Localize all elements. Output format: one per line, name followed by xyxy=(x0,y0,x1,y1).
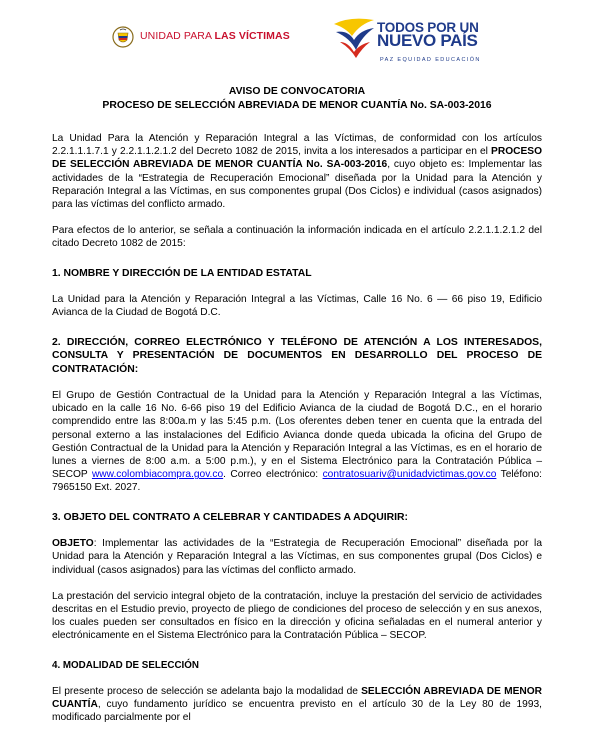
secop-website-link[interactable]: www.colombiacompra.gov.co xyxy=(91,469,224,481)
flag-swoosh-icon xyxy=(330,14,378,60)
unidad-victimas-wordmark xyxy=(140,30,290,43)
objeto-label: OBJETO xyxy=(52,538,94,550)
letterhead xyxy=(52,0,542,75)
section-3-objeto xyxy=(52,537,542,577)
intro-text-a: La Unidad Para la Atención y Reparación Integral a las Víctimas, de conformidad con los artículos 2.2.1.1.1.7.1 y 2.2.1.1.2.1.2 del Decreto 1082 de 2015, invita a los interesados a participar en el xyxy=(52,133,542,158)
objeto-text: : Implementar las actividades de la “Estrategia de Recuperación Emocional” diseñada por la Unidad para la Atención y Reparación Integral a las Víctimas, en sus componentes grupal (Dos Ciclos) e individual (casos asignados) para las víctimas del conflicto armado. xyxy=(52,538,542,576)
section-4-modality: SELECCIÓN ABREVIADA DE MENOR CUANTÍA xyxy=(52,686,542,711)
section-1-text: La Unidad para la Atención y Reparación Integral a las Víctimas, Calle 16 No. 6 — 66 piso 19, Edificio Avianca de la Ciudad de Bogotá D.C. xyxy=(52,294,542,319)
logo-line-3: PAZ EQUIDAD EDUCACIÓN xyxy=(380,57,481,63)
section-3-heading: 3. OBJETO DEL CONTRATO A CELEBRAR Y CANTIDADES A ADQUIRIR: xyxy=(52,511,409,523)
title-line-2: PROCESO DE SELECCIÓN ABREVIADA DE MENOR CUANTÍA No. SA-003-2016 xyxy=(102,99,492,111)
title-line-1: AVISO DE CONVOCATORIA xyxy=(228,86,366,97)
intro-process-name: PROCESO DE SELECCIÓN ABREVIADA DE MENOR CUANTÍA No. SA-003-2016 xyxy=(52,146,542,171)
document-title xyxy=(52,85,542,112)
intro-paragraph-2: Para efectos de lo anterior, se señala a continuación la información indicada en el artículo 2.2.1.1.2.1.2 del citado Decreto 1082 de 2015: xyxy=(52,225,542,250)
section-4-text-b: , cuyo fundamento jurídico se encuentra previsto en el artículo 30 de la Ley 80 de 1993, modificado parcialmente por el xyxy=(52,699,542,724)
section-2-text xyxy=(52,389,542,495)
section-3-text-2: La prestación del servicio integral objeto de la contratación, incluye la prestación del servicio de actividades descritas en el Estudio previo, proyecto de pliego de condiciones del proceso de selección y en sus anexos, los cuales pueden ser consultados en físico en la dirección y oficina señaladas en el numeral anterior y electrónicamente en el Sistema Electrónico para la Contratación Pública – SECOP. xyxy=(52,590,542,642)
logo-bold: LAS VÍCTIMAS xyxy=(214,30,290,43)
section-2-text-a: El Grupo de Gestión Contractual de la Unidad para la Atención y Reparación Integral a las Víctimas, ubicado en la calle 16 No. 6-66 piso 19 del Edificio Avianca de la ciudad de Bogotá D.C., en el horario comprendido entre las 8:00a.m y las 5:45 p.m. (Los oferentes deben tener en cuenta que la entrada del personal externo a las instalaciones del Edificio Avianca donde queda ubicada la oficina del Grupo de Gestión Contractual de la Unidad para la Atención y Reparación Integral a las Víctimas, es en el horario de lunes a viernes de 8:00 a.m. a 5:00 p.m.), y en el Sistema Electrónico para la Contratación Pública – SECOP xyxy=(52,390,542,481)
section-4-text xyxy=(52,685,542,725)
intro-text-c: , cuyo objeto es: Implementar las actividades de la “Estrategia de Recuperación Emocional” diseñada por la Unidad para la Atención y Reparación Integral a las Víctimas, en sus componentes grupal (Dos Ciclos) e individual (casos asignados) para las víctimas del conflicto armado. xyxy=(52,159,542,211)
section-4-text-a: El presente proceso de selección se adelanta bajo la modalidad de xyxy=(52,686,362,698)
todos-por-un-nuevo-pais-logo xyxy=(330,14,510,64)
coat-of-arms-icon xyxy=(112,26,134,48)
contact-email-link[interactable]: contratosuariv@unidadvictimas.gov.co xyxy=(322,469,497,481)
logo-line-2: NUEVO PAÍS xyxy=(377,31,478,50)
section-4-heading: 4. MODALIDAD DE SELECCIÓN xyxy=(52,659,199,671)
section-2-heading: 2. DIRECCIÓN, CORREO ELECTRÓNICO Y TELÉFONO DE ATENCIÓN A LOS INTERESADOS, CONSULTA Y PRESENTACIÓN DE DOCUMENTOS EN DESARROLLO DEL PROCESO DE CONTRATACIÓN: xyxy=(52,336,542,375)
section-2-text-c: Teléfono: 7965150 Ext. 2027. xyxy=(52,469,543,494)
intro-paragraph xyxy=(52,132,542,211)
section-1-heading: 1. NOMBRE Y DIRECCIÓN DE LA ENTIDAD ESTATAL xyxy=(52,267,312,279)
unidad-victimas-logo xyxy=(112,26,290,48)
section-2-text-b: . Correo electrónico: xyxy=(223,469,323,481)
logo-line-1: TODOS POR UN xyxy=(377,20,479,35)
logo-prefix: UNIDAD PARA xyxy=(140,30,215,43)
